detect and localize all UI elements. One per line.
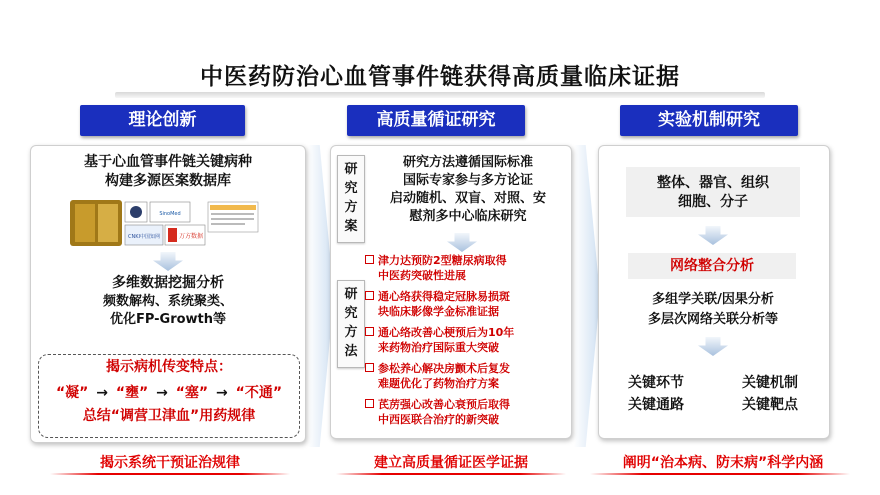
column-header-mechanism: 实验机制研究 <box>620 105 798 136</box>
pathogenesis-footer: 总结“调营卫津血”用药规律 <box>82 408 256 424</box>
evidence-item <box>378 289 578 319</box>
evidence-item-line: 中医药突破性进展 <box>378 269 466 282</box>
conclusion-evidence: 建立高质量循证医学证据 <box>374 455 528 471</box>
tab-study-method-char: 究 <box>344 306 358 321</box>
chain-stage-1: “凝” <box>55 385 89 401</box>
key-link: 关键环节 <box>628 375 684 391</box>
study-plan-line2: 国际专家参与多方论证 <box>402 173 533 188</box>
evidence-item-line: 中西医联合治疗的新突破 <box>378 413 499 426</box>
evidence-item-line: 通心络获得稳定冠脉易损斑 <box>378 290 510 303</box>
chain-stage-4: “不通” <box>235 385 283 401</box>
evidence-item <box>378 325 578 355</box>
evidence-item-line: 参松养心解决房颤术后复发 <box>378 362 510 375</box>
wanfang-logo-text: 万方数据 <box>178 233 204 240</box>
theory-intro-line2: 构建多源医案数据库 <box>105 173 231 189</box>
levels-line2: 细胞、分子 <box>678 194 748 210</box>
study-plan-line4: 慰剂多中心临床研究 <box>409 209 527 224</box>
conclusion-evidence-underline <box>336 473 566 475</box>
checkbox-bullet-icon <box>365 327 374 336</box>
mining-line2: 频数解构、系统聚类、 <box>102 294 233 309</box>
pathogenesis-title: 揭示病机传变特点： <box>106 359 232 375</box>
tab-study-plan <box>337 155 365 243</box>
evidence-item <box>378 253 578 283</box>
sinomed-logo-text: SinoMed <box>159 211 181 217</box>
evidence-item-line: 芪苈强心改善心衰预后取得 <box>378 398 510 411</box>
network-integration-label: 网络整合分析 <box>670 258 754 274</box>
cnki-logo-text: CNKI中国知网 <box>128 234 160 240</box>
study-plan-line1: 研究方法遵循国际标准 <box>402 155 533 170</box>
chain-arrow-icon: → <box>216 385 228 401</box>
analysis-line2: 多层次网络关联分析等 <box>647 312 778 327</box>
database-logos <box>70 198 260 248</box>
chain-arrow-icon: → <box>156 385 168 401</box>
mining-title: 多维数据挖掘分析 <box>112 275 224 291</box>
evidence-item <box>378 397 578 427</box>
evidence-item-line: 块临床影像学金标准证据 <box>378 305 499 318</box>
key-target: 关键靶点 <box>742 397 798 413</box>
mining-line3: 优化FP-Growth等 <box>109 312 227 327</box>
checkbox-bullet-icon <box>365 255 374 264</box>
theory-intro-line1: 基于心血管事件链关键病种 <box>84 154 252 170</box>
evidence-item <box>378 361 578 391</box>
tab-study-plan-char: 案 <box>344 219 358 234</box>
tab-study-method-char: 方 <box>344 325 358 340</box>
evidence-item-line: 难题优化了药物治疗方案 <box>378 377 499 390</box>
key-mechanism: 关键机制 <box>742 375 798 391</box>
levels-line1: 整体、器官、组织 <box>657 175 769 191</box>
evidence-item-line: 津力达预防2型糖尿病取得 <box>378 254 507 267</box>
column-header-theory: 理论创新 <box>80 105 245 136</box>
checkbox-bullet-icon <box>365 291 374 300</box>
chain-stage-3: “塞” <box>175 385 209 401</box>
evidence-item-line: 通心络改善心梗预后为10年 <box>378 326 515 339</box>
tab-study-method-char: 法 <box>344 344 358 359</box>
conclusion-theory-underline <box>50 473 290 475</box>
conclusion-mechanism: 阐明“治本病、防末病”科学内涵 <box>622 455 824 471</box>
pathogenesis-chain <box>38 382 300 402</box>
conclusion-theory: 揭示系统干预证治规律 <box>100 455 240 471</box>
evidence-item-line: 来药物治疗国际重大突破 <box>378 341 499 354</box>
study-plan-line3: 启动随机、双盲、对照、安 <box>389 191 546 206</box>
main-title: 中医药防治心血管事件链获得高质量临床证据 <box>200 64 680 90</box>
chain-arrow-icon: → <box>96 385 108 401</box>
tab-study-plan-char: 方 <box>344 200 358 215</box>
tab-study-plan-char: 研 <box>344 162 358 177</box>
key-pathway: 关键通路 <box>628 397 684 413</box>
checkbox-bullet-icon <box>365 399 374 408</box>
keys-grid <box>628 372 798 416</box>
tab-study-method <box>337 280 365 368</box>
title-underline <box>115 92 765 98</box>
conclusion-mechanism-underline <box>590 473 850 475</box>
checkbox-bullet-icon <box>365 363 374 372</box>
tab-study-method-char: 研 <box>344 287 358 302</box>
tab-study-plan-char: 究 <box>344 181 358 196</box>
column-header-evidence: 高质量循证研究 <box>347 105 525 136</box>
analysis-line1: 多组学关联/因果分析 <box>652 292 774 307</box>
chain-stage-2: “壅” <box>115 385 149 401</box>
